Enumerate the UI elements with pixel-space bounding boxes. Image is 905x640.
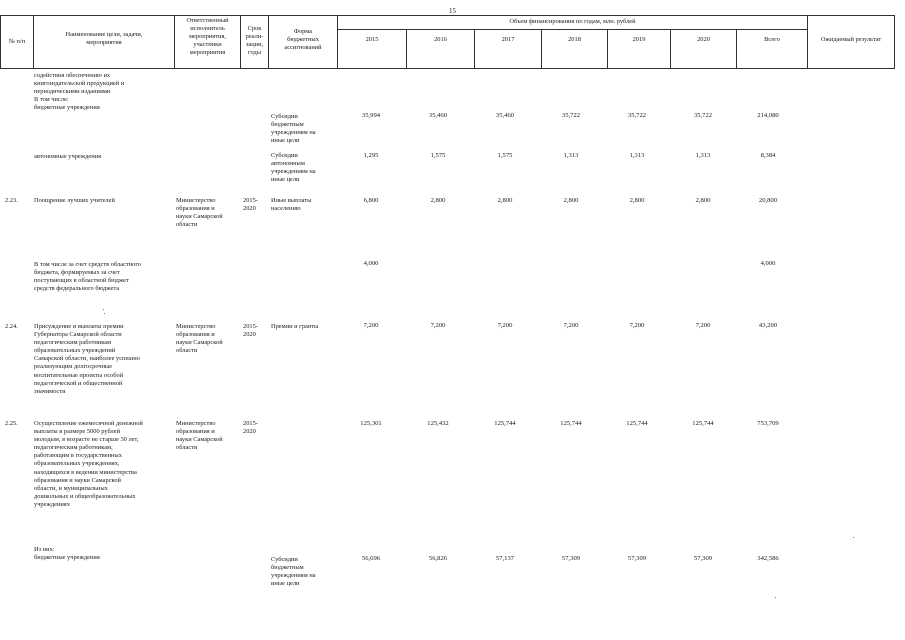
row-executor: Министерство образования и науки Самарской области [176,323,223,355]
row-term: 2015- 2020 [243,197,258,213]
row-value: 125,744 [494,420,516,427]
row-form: Премии и гранты [271,323,319,330]
row-value: 125,432 [427,420,449,427]
row-value: 1,295 [363,152,379,159]
row-form: Субсидии бюджетным учреждениям на иные цели [271,113,316,145]
scan-speck [104,313,105,314]
row-value: 56,696 [361,555,381,562]
row-name: В том числе за счет средств областного бюджета, формируемых за счет поступающих в областной бюджет средств федерального бюджета [34,261,141,293]
row-term: 2015- 2020 [243,323,258,339]
row-number: 2.25. [5,420,18,427]
row-value: 57,309 [693,555,713,562]
header-num: № п/п [8,38,26,45]
row-value: 1,313 [695,152,711,159]
row-value: 2,800 [629,197,645,204]
row-value: 6,800 [363,197,379,204]
row-total: 8,384 [760,152,776,159]
header-total: Всего [764,36,780,43]
row-value: 125,301 [360,420,382,427]
row-value: 125,744 [560,420,582,427]
row-total: 43,200 [758,322,778,329]
row-form: Субсидии автономным учреждениям на иные цели [271,152,316,184]
header-year: 2017 [501,36,515,43]
row-value: 7,200 [695,322,711,329]
row-value: 1,575 [430,152,446,159]
row-value: 35,722 [693,112,713,119]
row-name: Присуждение и выплаты премии Губернатора Самарской области педагогическим работникам образовательных учреждений Самарской области, наиболее успешно реализующим долгосрочные воспитательные проекты особой педагогической и общественной значимости [34,323,140,395]
header-year: 2020 [697,36,710,43]
row-value: 2,800 [695,197,711,204]
row-name: автономные учреждения [34,153,102,160]
page-number: 15 [449,7,456,15]
row-value: 2,800 [563,197,579,204]
row-value: 1,313 [629,152,645,159]
header-year: 2015 [365,36,379,43]
row-name: Из них: бюджетные учреждения [34,546,100,562]
row-executor: Министерство образования и науки Самарской области [176,420,223,452]
scan-speck [103,309,104,310]
header-term: Срок реали- зации, годы [245,25,264,56]
table-header [0,15,905,69]
row-value: 7,200 [629,322,645,329]
row-value: 1,313 [563,152,579,159]
row-name: Поощрение лучших учителей [34,197,115,204]
row-number: 2.24. [5,323,18,330]
row-value: 2,800 [497,197,513,204]
row-executor: Министерство образования и науки Самарской области [176,197,223,229]
row-value: 57,137 [495,555,515,562]
row-value: 7,200 [430,322,446,329]
row-value: 1,575 [497,152,513,159]
header-year: 2018 [568,36,581,43]
row-value: 35,460 [495,112,515,119]
row-total: 753,709 [757,420,779,427]
row-value: 7,200 [363,322,379,329]
row-form: Иные выплаты населению [271,197,312,213]
header-result: Ожидаемый результат [820,36,882,43]
header-form: Форма бюджетных ассигнований [284,28,322,51]
row-value: 7,200 [497,322,513,329]
row-total: 214,080 [757,112,779,119]
row-form: Субсидии бюджетным учреждениям на иные цели [271,556,316,588]
row-value: 125,744 [626,420,648,427]
row-total: 20,800 [758,197,778,204]
row-value: 7,200 [563,322,579,329]
row-term: 2015- 2020 [243,420,258,436]
row-name: содействия обеспечению их книгоиздательской продукцией и периодическими изданиями В том числе: бюджетные учреждения [34,72,125,112]
scan-speck [775,597,776,598]
header-name: Наименование цели, задачи, мероприятия [65,31,143,46]
row-total: 4,000 [760,260,776,267]
header-executor: Ответственный исполнитель мероприятия, участники мероприятия [186,17,229,56]
header-volume: Объем финансирования по годам, млн. рублей [509,18,636,25]
row-number: 2.23. [5,197,18,204]
row-value: 35,994 [361,112,381,119]
row-value: 125,744 [692,420,714,427]
row-value: 2,800 [430,197,446,204]
row-value: 35,722 [627,112,647,119]
header-year: 2016 [434,36,447,43]
row-total: 342,586 [757,555,779,562]
row-value: 4,000 [363,260,379,267]
row-value: 57,309 [627,555,647,562]
row-value: 35,722 [561,112,581,119]
row-value: 57,309 [561,555,581,562]
row-value: 56,826 [428,555,448,562]
row-name: Осуществление ежемесячной денежной выплаты в размере 5000 рублей молодым, в возрасте не старше 30 лет, педагогическим работникам, работающим в государственных образовательных учреждениях, находящихся в ведении министерства образования и науки Самарской области, и муниципальных дошкольных и общеобразовательных учреждениях [34,420,143,508]
header-year: 2019 [632,36,646,43]
row-value: 35,460 [428,112,448,119]
scan-speck [853,537,854,538]
